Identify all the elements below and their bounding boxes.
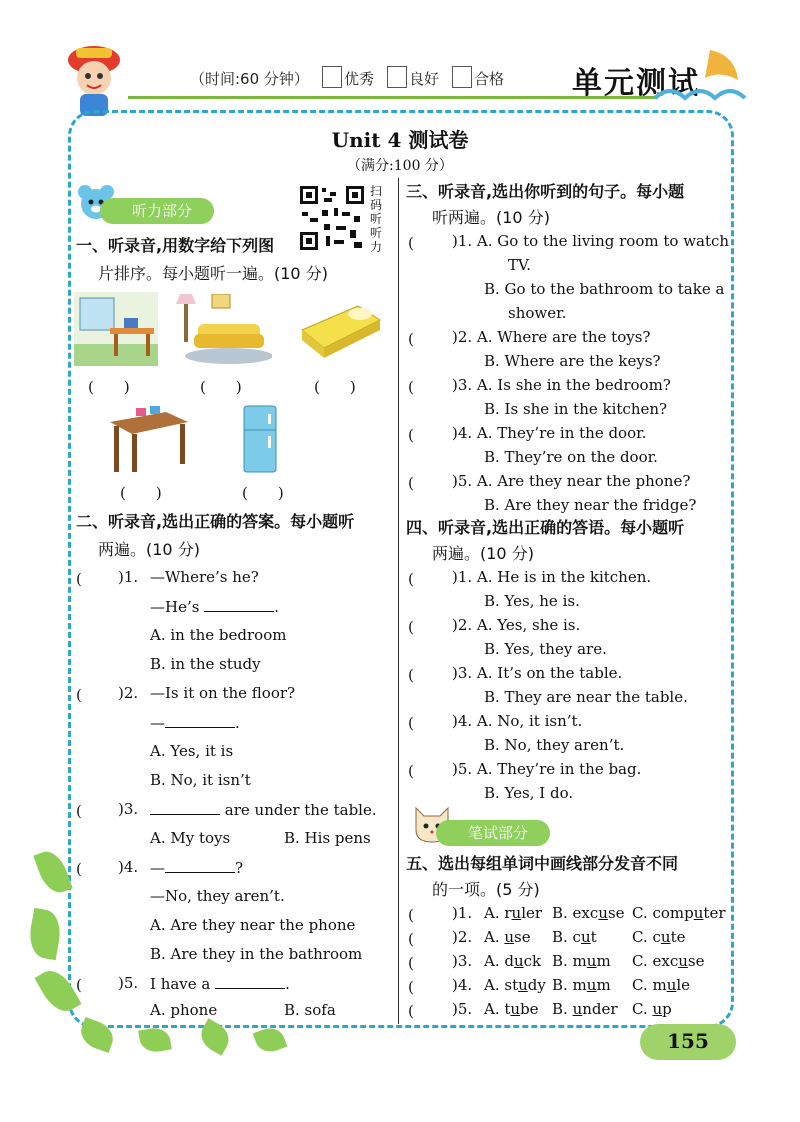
leaf-decoration bbox=[33, 847, 72, 897]
s3-q3-option-b[interactable]: B. Is she in the kitchen? bbox=[484, 400, 668, 418]
s4-q3-option-b[interactable]: B. They are near the table. bbox=[484, 688, 688, 706]
s2-q4-line2: —No, they aren’t. bbox=[150, 887, 285, 905]
rating-label-good: 良好 bbox=[409, 70, 440, 88]
s2-q2-answer[interactable]: ( bbox=[76, 686, 112, 704]
s5-q2-option-c[interactable]: C. cute bbox=[632, 928, 686, 946]
s2-heading-line1: 二、听录音,选出正确的答案。每小题听 bbox=[76, 512, 355, 531]
s2-q3-option-b[interactable]: B. His pens bbox=[284, 829, 371, 847]
leaf-decoration bbox=[26, 908, 64, 960]
s3-q3-answer[interactable]: ( bbox=[408, 378, 444, 396]
s4-q5-option-a[interactable]: )5. A. They’re in the bag. bbox=[452, 760, 642, 778]
rating-checkbox-pass[interactable] bbox=[452, 66, 472, 88]
s5-q5-option-c[interactable]: C. up bbox=[632, 1000, 672, 1018]
dolphin-wave-decoration bbox=[650, 40, 750, 106]
qr-code[interactable] bbox=[298, 184, 366, 252]
s5-q1-number: )1. bbox=[452, 904, 473, 922]
page-title: Unit 4 测试卷 bbox=[331, 128, 469, 152]
s3-q4-option-a[interactable]: )4. A. They’re in the door. bbox=[452, 424, 647, 442]
leaf-decoration bbox=[253, 1024, 288, 1056]
s3-q1-answer[interactable]: ( bbox=[408, 234, 444, 252]
s2-q4-line1: — ? bbox=[150, 859, 244, 877]
s4-q3-answer[interactable]: ( bbox=[408, 666, 444, 684]
s2-q1-number: )1. bbox=[118, 568, 139, 586]
s4-heading-line1: 四、听录音,选出正确的答语。每小题听 bbox=[406, 518, 685, 537]
s2-q4-option-a[interactable]: A. Are they near the phone bbox=[150, 916, 356, 934]
s2-q5-blank[interactable] bbox=[215, 974, 285, 989]
s4-q4-answer[interactable]: ( bbox=[408, 714, 444, 732]
mascot-boy-illustration bbox=[54, 38, 134, 118]
s3-q4-option-b[interactable]: B. They’re on the door. bbox=[484, 448, 658, 466]
s2-q4-blank[interactable] bbox=[165, 858, 235, 873]
page-number: 155 bbox=[667, 1029, 709, 1053]
s5-q4-option-b[interactable]: B. mum bbox=[552, 976, 611, 994]
rating-checkbox-good[interactable] bbox=[387, 66, 407, 88]
s5-heading-line2: 的一项。(5 分) bbox=[432, 880, 540, 899]
s4-q1-option-a[interactable]: )1. A. He is in the kitchen. bbox=[452, 568, 652, 586]
s4-heading-line2: 两遍。(10 分) bbox=[432, 544, 534, 563]
s3-q1-option-b-line2: shower. bbox=[508, 304, 567, 322]
s5-q4-answer[interactable]: ( bbox=[408, 978, 444, 996]
s3-q1-option-b-line1[interactable]: B. Go to the bathroom to take a bbox=[484, 280, 725, 298]
s1-heading-line1: 一、听录音,用数字给下列图 bbox=[76, 236, 275, 255]
s2-q1-option-a[interactable]: A. in the bedroom bbox=[150, 626, 287, 644]
fridge-picture bbox=[240, 404, 280, 474]
s3-q2-answer[interactable]: ( bbox=[408, 330, 444, 348]
s3-q5-answer[interactable]: ( bbox=[408, 474, 444, 492]
s5-q3-answer[interactable]: ( bbox=[408, 954, 444, 972]
s2-q5-answer[interactable]: ( bbox=[76, 976, 112, 994]
table-picture bbox=[106, 404, 190, 474]
s3-q1-option-a-line2: TV. bbox=[508, 256, 531, 274]
s2-q3-line1: are under the table. bbox=[150, 800, 377, 819]
s5-q5-option-a[interactable]: A. tube bbox=[484, 1000, 539, 1018]
s2-q3-answer[interactable]: ( bbox=[76, 802, 112, 820]
s4-q1-answer[interactable]: ( bbox=[408, 570, 444, 588]
s3-heading-line1: 三、听录音,选出你听到的句子。每小题 bbox=[406, 182, 685, 201]
s3-q2-option-b[interactable]: B. Where are the keys? bbox=[484, 352, 661, 370]
s2-q1-answer[interactable]: ( bbox=[76, 570, 112, 588]
unit-test-heading: 单元测试 bbox=[572, 66, 700, 101]
rating-label-pass: 合格 bbox=[474, 70, 505, 88]
s2-heading-line2: 两遍。(10 分) bbox=[98, 540, 200, 559]
s5-q1-option-b[interactable]: B. excuse bbox=[552, 904, 625, 922]
s4-q5-option-b[interactable]: B. Yes, I do. bbox=[484, 784, 574, 802]
s5-q5-answer[interactable]: ( bbox=[408, 1002, 444, 1020]
s1-picture5-answer[interactable]: ( ) bbox=[242, 484, 284, 502]
s5-heading-line1: 五、选出每组单词中画线部分发音不同 bbox=[406, 854, 679, 873]
s3-q5-option-b[interactable]: B. Are they near the fridge? bbox=[484, 496, 697, 514]
s5-q4-number: )4. bbox=[452, 976, 473, 994]
s5-q5-option-b[interactable]: B. under bbox=[552, 1000, 618, 1018]
s2-q2-number: )2. bbox=[118, 684, 139, 702]
s2-q3-option-a[interactable]: A. My toys bbox=[150, 829, 231, 847]
s4-q1-option-b[interactable]: B. Yes, he is. bbox=[484, 592, 580, 610]
s5-q3-number: )3. bbox=[452, 952, 473, 970]
s5-q2-number: )2. bbox=[452, 928, 473, 946]
s2-q2-blank[interactable] bbox=[165, 713, 235, 728]
time-limit: （时间:60 分钟） bbox=[190, 70, 309, 88]
s1-picture1-answer[interactable]: ( ) bbox=[88, 378, 130, 396]
s1-picture3-answer[interactable]: ( ) bbox=[314, 378, 356, 396]
s1-picture4-answer[interactable]: ( ) bbox=[120, 484, 162, 502]
page-number-badge bbox=[640, 1024, 736, 1060]
study-room-picture bbox=[74, 292, 158, 366]
living-room-sofa-picture bbox=[172, 294, 272, 366]
s5-q3-option-c[interactable]: C. excuse bbox=[632, 952, 705, 970]
s5-q1-option-a[interactable]: A. ruler bbox=[484, 904, 543, 922]
listening-section-label: 听力部分 bbox=[100, 198, 214, 224]
s5-q4-option-a[interactable]: A. study bbox=[484, 976, 546, 994]
s2-q4-option-b[interactable]: B. Are they in the bathroom bbox=[150, 945, 363, 963]
bed-picture bbox=[298, 300, 382, 362]
s4-q2-option-b[interactable]: B. Yes, they are. bbox=[484, 640, 607, 658]
s2-q1-line2: —He’s . bbox=[150, 598, 279, 616]
s2-q3-number: )3. bbox=[118, 800, 139, 818]
full-score: （满分:100 分） bbox=[347, 158, 453, 174]
s5-q2-option-a[interactable]: A. use bbox=[484, 928, 531, 946]
s5-q1-option-c[interactable]: C. computer bbox=[632, 904, 726, 922]
s2-q5-line1: I have a . bbox=[150, 975, 290, 993]
s2-q1-line1: —Where’s he? bbox=[150, 568, 259, 586]
s5-q2-answer[interactable]: ( bbox=[408, 930, 444, 948]
rating-checkbox-excellent[interactable] bbox=[322, 66, 342, 88]
s2-q4-answer[interactable]: ( bbox=[76, 860, 112, 878]
s3-q4-answer[interactable]: ( bbox=[408, 426, 444, 444]
s4-q2-option-a[interactable]: )2. A. Yes, she is. bbox=[452, 616, 581, 634]
s3-heading-line2: 听两遍。(10 分) bbox=[432, 208, 550, 227]
s3-q1-option-a-line1[interactable]: )1. A. Go to the living room to watch bbox=[452, 232, 730, 250]
s5-q3-option-a[interactable]: A. duck bbox=[484, 952, 542, 970]
s1-heading-line2: 片排序。每小题听一遍。(10 分) bbox=[98, 264, 328, 283]
s5-q2-option-b[interactable]: B. cut bbox=[552, 928, 597, 946]
leaf-decoration bbox=[138, 1026, 172, 1055]
s2-q2-option-b[interactable]: B. No, it isn’t bbox=[150, 771, 251, 789]
s4-q4-option-b[interactable]: B. No, they aren’t. bbox=[484, 736, 625, 754]
s1-picture2-answer[interactable]: ( ) bbox=[200, 378, 242, 396]
s5-q1-answer[interactable]: ( bbox=[408, 906, 444, 924]
s4-q3-option-a[interactable]: )3. A. It’s on the table. bbox=[452, 664, 623, 682]
s2-q1-option-b[interactable]: B. in the study bbox=[150, 655, 261, 673]
s4-q5-answer[interactable]: ( bbox=[408, 762, 444, 780]
s3-q2-option-a[interactable]: )2. A. Where are the toys? bbox=[452, 328, 651, 346]
s2-q2-line2: — . bbox=[150, 714, 240, 732]
s2-q2-option-a[interactable]: A. Yes, it is bbox=[150, 742, 234, 760]
s2-q3-blank[interactable] bbox=[150, 800, 220, 815]
qr-caption: 扫码听听力 bbox=[370, 184, 383, 254]
rating-label-excellent: 优秀 bbox=[344, 70, 375, 88]
s4-q2-answer[interactable]: ( bbox=[408, 618, 444, 636]
s5-q4-option-c[interactable]: C. mule bbox=[632, 976, 691, 994]
s3-q3-option-a[interactable]: )3. A. Is she in the bedroom? bbox=[452, 376, 671, 394]
s3-q5-option-a[interactable]: )5. A. Are they near the phone? bbox=[452, 472, 691, 490]
s5-q3-option-b[interactable]: B. mum bbox=[552, 952, 611, 970]
s2-q5-option-a[interactable]: A. phone bbox=[150, 1001, 218, 1019]
s5-q5-number: )5. bbox=[452, 1000, 473, 1018]
s2-q2-line1: —Is it on the floor? bbox=[150, 684, 296, 702]
s2-q1-blank[interactable] bbox=[204, 597, 274, 612]
s4-q4-option-a[interactable]: )4. A. No, it isn’t. bbox=[452, 712, 583, 730]
column-divider bbox=[398, 178, 399, 1024]
s2-q5-number: )5. bbox=[118, 974, 139, 992]
s2-q5-option-b[interactable]: B. sofa bbox=[284, 1001, 336, 1019]
s2-q4-number: )4. bbox=[118, 858, 139, 876]
writing-section-label: 笔试部分 bbox=[436, 820, 550, 846]
